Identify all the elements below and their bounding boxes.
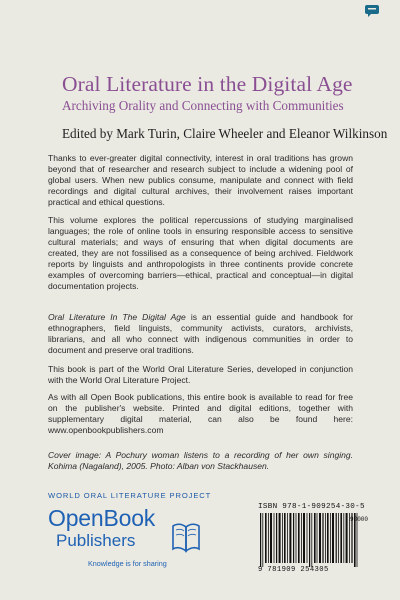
book-title: Oral Literature in the Digital Age	[62, 72, 353, 96]
open-book-icon	[171, 521, 201, 553]
barcode	[258, 503, 368, 575]
blurb-title-ref: Oral Literature In The Digital Age	[48, 312, 186, 322]
cover-image-caption: Cover image: A Pochury woman listens to a recording of her own singing. Kohima (Nagaland), 2005. Photo: Alban von Stackhausen.	[48, 450, 353, 471]
barcode-bars	[258, 513, 368, 567]
blurb-paragraph-5: As with all Open Book publications, this entire book is available to read for free on the publisher's website. Printed and digital editions, together with supplementary digital material, can also be found here: www.openbookpublishers.com	[48, 392, 353, 435]
blurb-paragraph-3-text: is an essential guide and handbook for ethnographers, field linguists, community activists, curators, archivists, librarians, and all who connect with indigenous communities in order to document and preserve oral traditions.	[48, 312, 353, 355]
blurb-paragraph-2: This volume explores the political repercussions of studying marginalised languages; the role of online tools in ensuring responsible access to sensitive cultural materials; and ways of ensuring that when digital documents are created, they are not fossilised as a consequence of being archived. Fieldwork reports by linguists and anthropologists in three continents provide concrete examples of overcoming barriers—ethical, practical and conceptual—in digital documentation projects.	[48, 215, 353, 291]
top-bar	[0, 0, 400, 22]
book-editors: Edited by Mark Turin, Claire Wheeler and Eleanor Wilkinson	[62, 126, 388, 141]
logo-name: OpenBook	[48, 505, 156, 531]
chat-bubble-icon[interactable]	[364, 4, 380, 18]
logo-tagline: Knowledge is for sharing	[88, 559, 167, 568]
book-subtitle: Archiving Orality and Connecting with Communities	[62, 98, 344, 113]
price-code: 90000	[350, 516, 368, 523]
logo-publishers: Publishers	[56, 531, 136, 550]
blurb-paragraph-3	[48, 312, 353, 356]
publisher-logo	[48, 505, 198, 575]
isbn-text: ISBN 978-1-909254-30-5	[258, 503, 365, 511]
blurb-paragraph-1: Thanks to ever-greater digital connectivity, interest in oral traditions has grown beyond that of researcher and research subject to include a widening pool of global users. When new publics consume, manipulate and connect with field recordings and digital cultural archives, their involvement raises important practical and ethical questions.	[48, 153, 353, 207]
blurb-paragraph-4: This book is part of the World Oral Literature Series, developed in conjunction with the World Oral Literature Project.	[48, 364, 353, 385]
barcode-digits: 9 781909 254305	[258, 566, 329, 574]
series-label: WORLD ORAL LITERATURE PROJECT	[48, 491, 212, 500]
